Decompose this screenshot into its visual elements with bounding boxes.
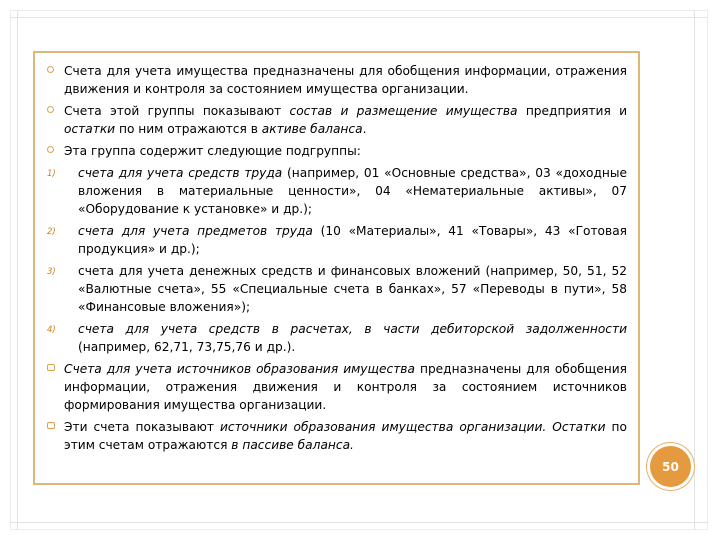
bullet-list-item (47, 142, 627, 160)
emphasized-text: в пассиве баланса. (231, 438, 354, 452)
bullet-list-item (47, 418, 627, 454)
body-text: (например, 01 «Основные средства», 03 «доходные вложения в материальные ценности», 04 «Нематериальные активы», 07 «Оборудование к установке» и др.); (78, 166, 628, 216)
emphasized-text: счета для учета средств труда (78, 166, 283, 180)
body-text: Счета для учета имущества предназначены для обобщения информации, отражения движения и контроля за состоянием имущества организации. (64, 64, 627, 96)
numbered-list-item (47, 222, 627, 258)
emphasized-text: активе баланса (261, 122, 363, 136)
frame-rule-left (17, 10, 18, 530)
emphasized-text: счета для учета предметов труда (78, 224, 313, 238)
bullet-list-item (47, 62, 627, 98)
frame-rule-right (694, 10, 695, 530)
body-text: по этим счетам отражаются (64, 420, 627, 452)
body-text: предназначены для обобщения информации, отражения движения и контроля за состоянием источников формирования имущества организации. (64, 362, 627, 412)
frame-rule-top (10, 17, 708, 18)
emphasized-text: счета для учета средств в расчетах, в части дебиторской задолженности (78, 322, 627, 336)
slide-content-box (33, 51, 640, 485)
list-number-marker: 1) (47, 169, 56, 179)
box-bullet-icon (47, 364, 55, 371)
body-text: по ним отражаются в (115, 122, 262, 136)
numbered-list-item (47, 320, 627, 356)
frame-rule-bottom (10, 522, 708, 523)
body-text: Эта группа содержит следующие подгруппы: (64, 144, 361, 158)
page-number-badge: 50 (650, 446, 691, 487)
circle-bullet-icon (47, 106, 54, 113)
emphasized-text: источники образования имущества организации. Остатки (219, 420, 606, 434)
body-text: (например, 62,71, 73,75,76 и др.). (78, 340, 296, 354)
box-bullet-icon (47, 422, 55, 429)
emphasized-text: остатки (64, 122, 116, 136)
body-text: Счета этой группы показывают (64, 104, 290, 118)
body-text: предприятия и (517, 104, 628, 118)
body-text: (10 «Материалы», 41 «Товары», 43 «Готовая продукция» и др.); (78, 224, 627, 256)
bullet-list-item (47, 102, 627, 138)
list-number-marker: 2) (47, 227, 56, 237)
emphasized-text: состав и размещение имущества (289, 104, 518, 118)
numbered-list-item (47, 164, 627, 218)
list-number-marker: 3) (47, 267, 56, 277)
body-text: . (362, 122, 367, 136)
list-number-marker: 4) (47, 325, 56, 335)
body-text: счета для учета денежных средств и финансовых вложений (например, 50, 51, 52 «Валютные счета», 55 «Специальные счета в банках», 57 «Переводы в пути», 58 «Финансовые вложения»); (78, 264, 627, 314)
bullet-list-item (47, 360, 627, 414)
circle-bullet-icon (47, 66, 54, 73)
numbered-list-item (47, 262, 627, 316)
circle-bullet-icon (47, 146, 54, 153)
body-text: Эти счета показывают (64, 420, 220, 434)
emphasized-text: Счета для учета источников образования имущества (64, 362, 415, 376)
